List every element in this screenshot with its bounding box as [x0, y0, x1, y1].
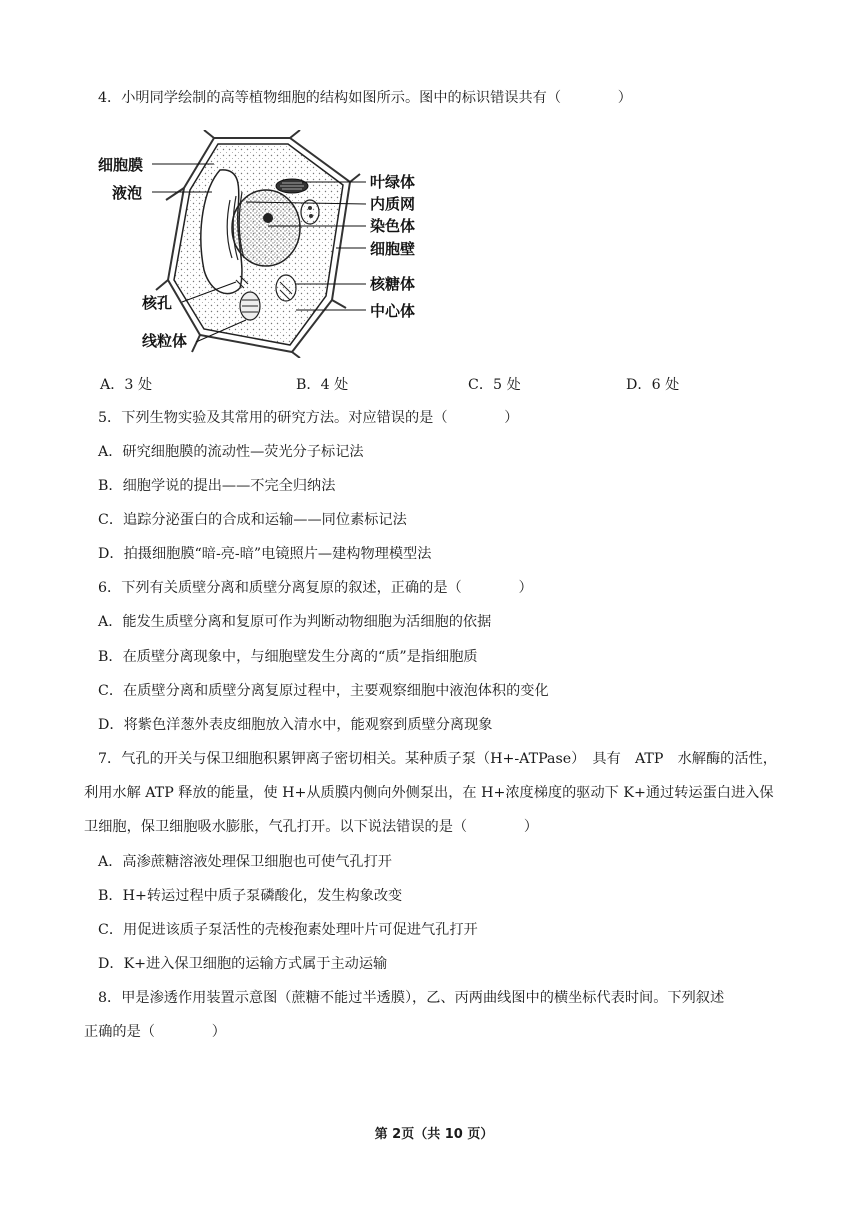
q5-stem: 5．下列生物实验及其常用的研究方法。对应错误的是（ ） [98, 410, 519, 426]
q6-option-d: D．将紫色洋葱外表皮细胞放入清水中，能观察到质壁分离现象 [98, 717, 493, 733]
label-nuclear-pore: 核孔 [142, 294, 173, 312]
q7-option-b: B．H+转运过程中质子泵磷酸化，发生构象改变 [98, 888, 403, 904]
plant-cell-figure [96, 130, 426, 358]
label-chloroplast: 叶绿体 [370, 173, 416, 191]
label-chromosome: 染色体 [370, 217, 416, 235]
label-centrosome: 中心体 [370, 302, 416, 320]
page-footer: 第 2页（共 10 页） [374, 1127, 494, 1142]
q6-option-a: A．能发生质壁分离和复原可作为判断动物细胞为活细胞的依据 [98, 614, 492, 630]
q5-option-d: D．拍摄细胞膜“暗-亮-暗”电镜照片—建构物理模型法 [98, 546, 432, 562]
q6-option-b: B．在质壁分离现象中，与细胞壁发生分离的“质”是指细胞质 [98, 649, 478, 665]
q7-option-d: D．K+进入保卫细胞的运输方式属于主动运输 [98, 956, 388, 972]
q7-stem-line-3: 卫细胞，保卫细胞吸水膨胀，气孔打开。以下说法错误的是（ ） [84, 819, 539, 835]
q6-stem: 6．下列有关质壁分离和质壁分离复原的叙述，正确的是（ ） [98, 580, 533, 596]
q7-option-c: C．用促进该质子泵活性的壳梭孢素处理叶片可促进气孔打开 [98, 922, 478, 938]
q4-option-a: A．3 处 [100, 377, 153, 393]
q4-option-d: D．6 处 [626, 377, 680, 393]
q5-option-c: C．追踪分泌蛋白的合成和运输——同位素标记法 [98, 512, 407, 528]
plant-cell-diagram [96, 130, 426, 358]
label-er: 内质网 [370, 195, 416, 213]
label-vacuole: 液泡 [112, 184, 143, 202]
label-ribosome: 核糖体 [370, 275, 416, 293]
label-mitochondria: 线粒体 [142, 332, 188, 350]
label-cell-membrane: 细胞膜 [98, 156, 144, 174]
q4-option-b: B．4 处 [296, 377, 349, 393]
q7-stem-line-1: 7．气孔的开关与保卫细胞积累钾离子密切相关。某种质子泵（H+-ATPase） 具有 ATP 水解酶的活性， [98, 751, 777, 767]
q8-stem-line-2: 正确的是（ ） [84, 1024, 226, 1040]
q5-option-a: A．研究细胞膜的流动性—荧光分子标记法 [98, 444, 364, 460]
q7-option-a: A．高渗蔗糖溶液处理保卫细胞也可使气孔打开 [98, 854, 392, 870]
q4-stem: 4．小明同学绘制的高等植物细胞的结构如图所示。图中的标识错误共有（ ） [98, 90, 632, 106]
q6-option-c: C．在质壁分离和质壁分离复原过程中，主要观察细胞中液泡体积的变化 [98, 683, 549, 699]
label-cell-wall: 细胞壁 [370, 240, 416, 258]
q4-option-c: C．5 处 [468, 377, 521, 393]
q5-option-b: B．细胞学说的提出——不完全归纳法 [98, 478, 336, 494]
q7-stem-line-2: 利用水解 ATP 释放的能量，使 H+从质膜内侧向外侧泵出，在 H+浓度梯度的驱动下 K+通过转运蛋白进入保 [84, 785, 774, 801]
q8-stem-line-1: 8．甲是渗透作用装置示意图（蔗糖不能过半透膜），乙、丙两曲线图中的横坐标代表时间。下列叙述 [98, 990, 725, 1006]
